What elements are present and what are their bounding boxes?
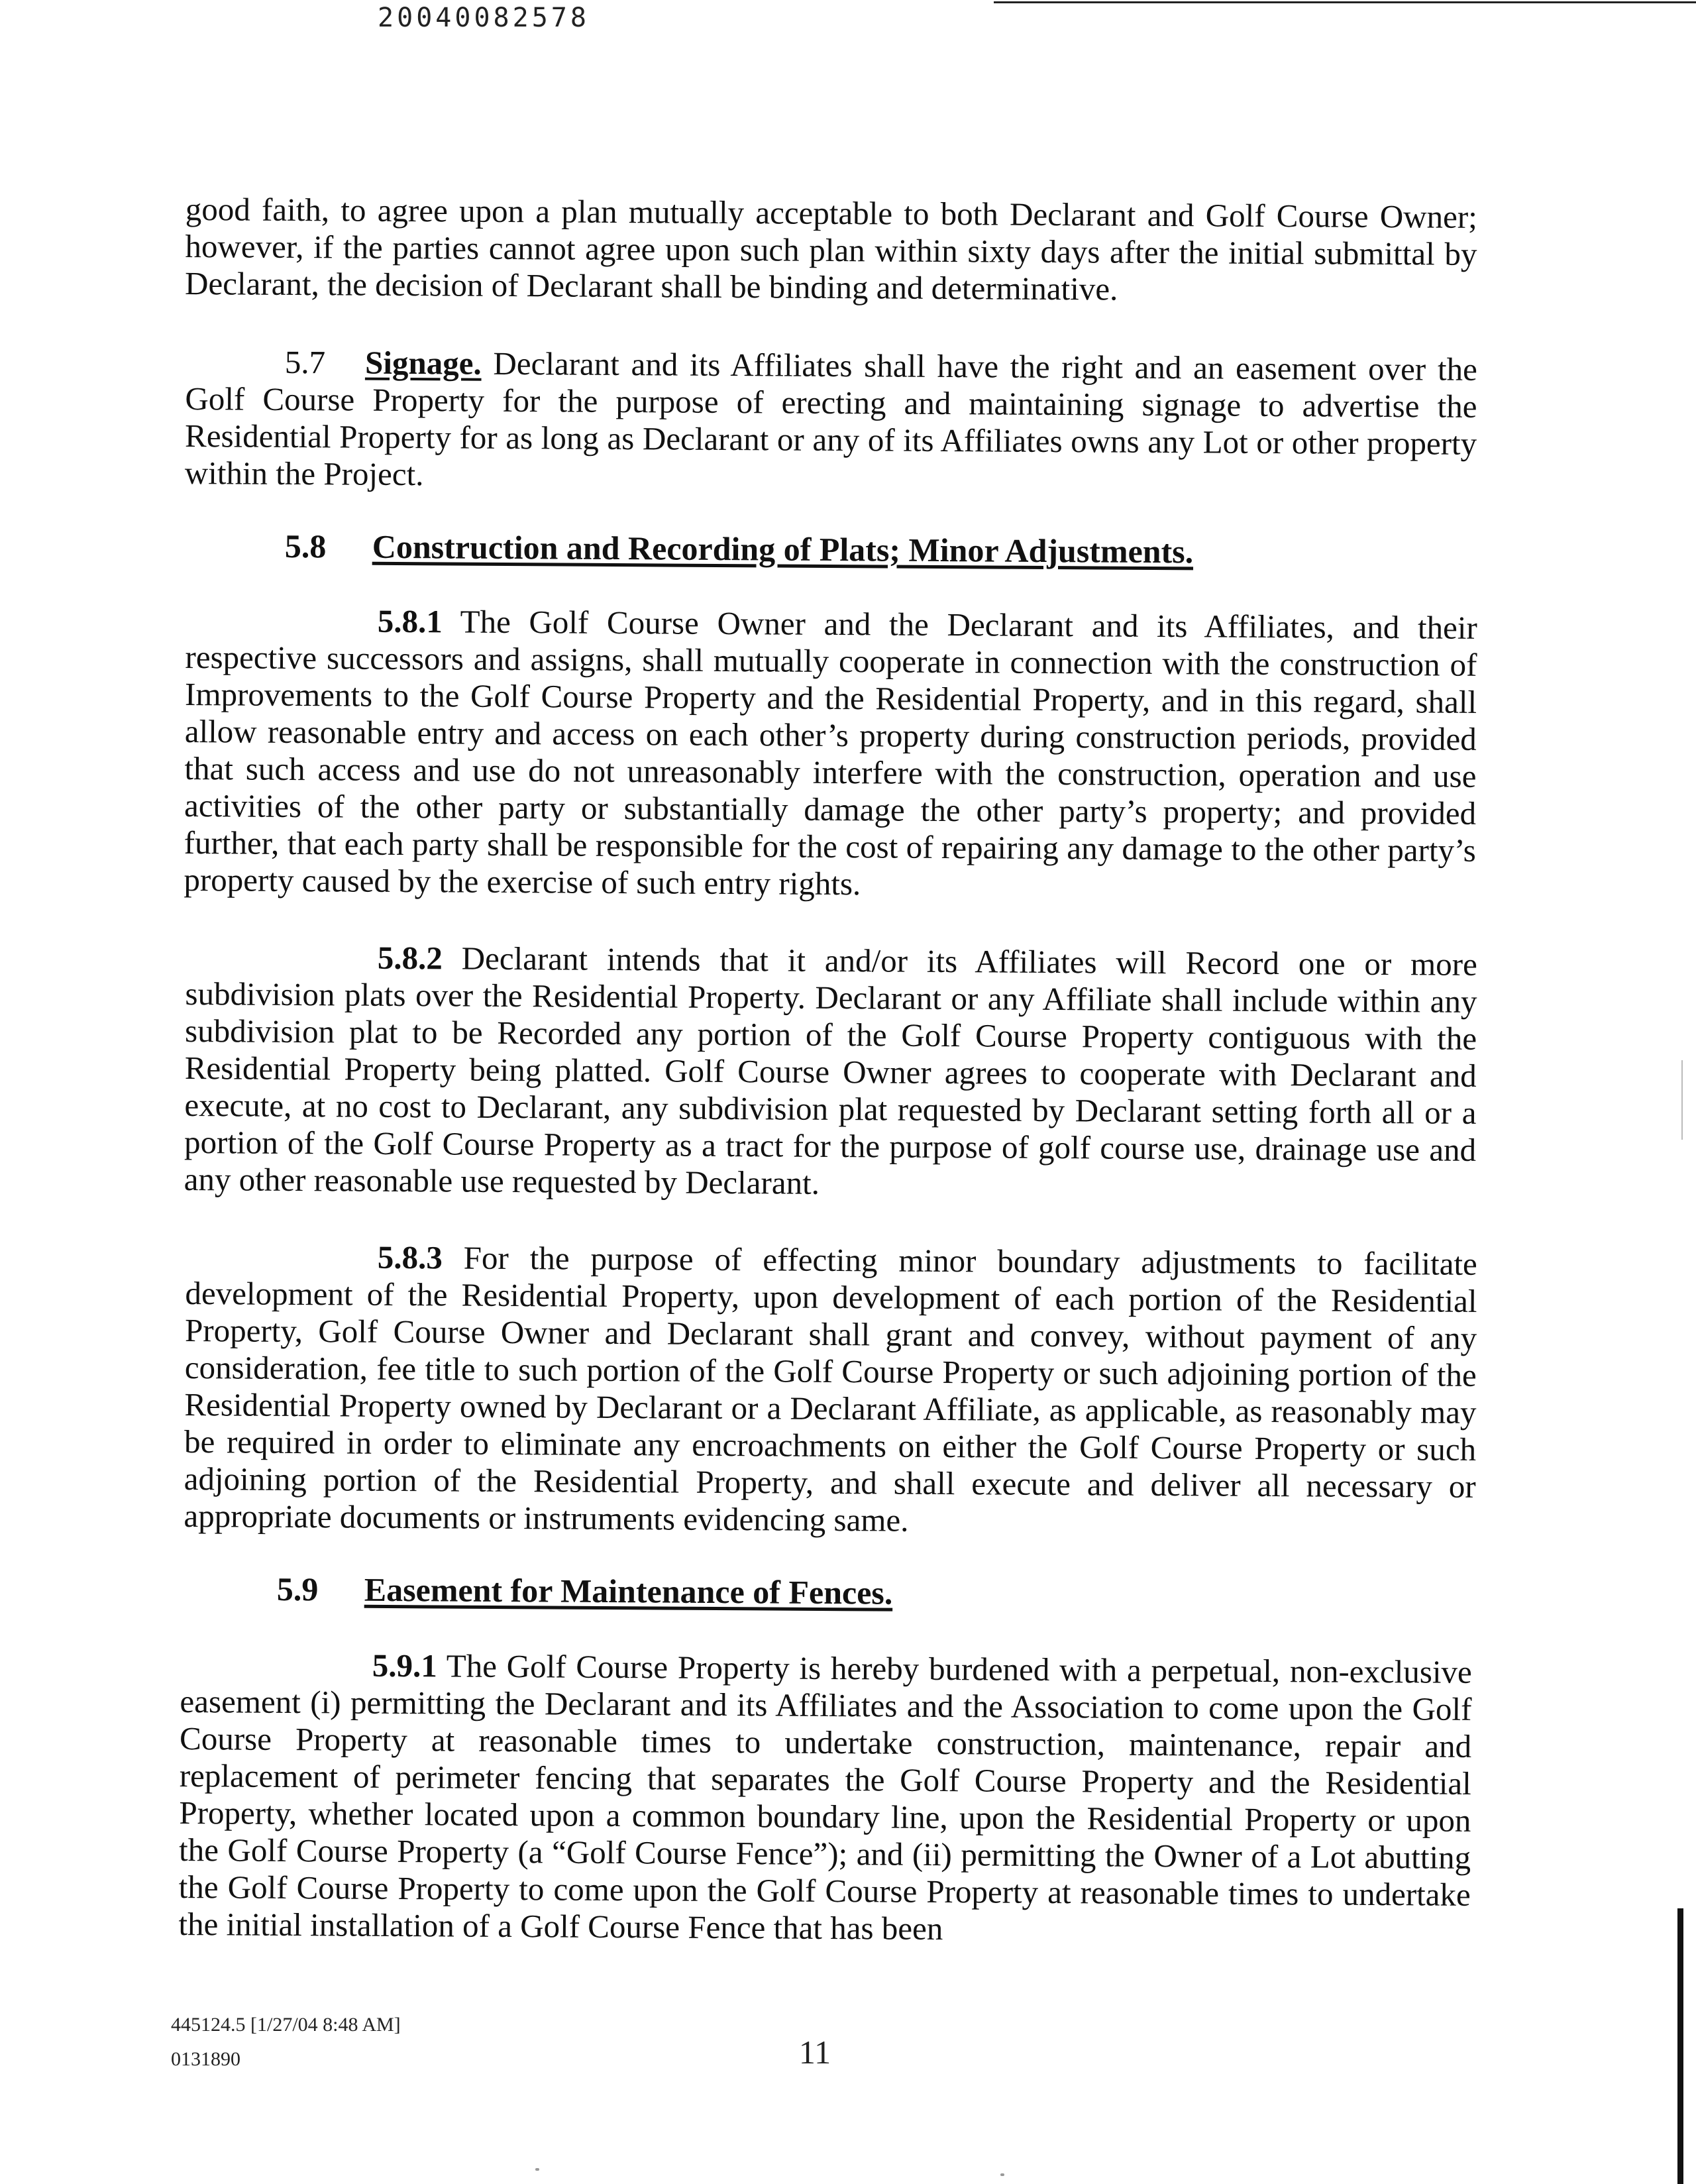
section-number: 5.7 — [284, 343, 326, 381]
section-text: Declarant and its Affiliates shall have the right and an easement over the Golf Course Property for the purpose of erecting and maintaining signage to advertise the Residential Property for as long as Declarant or any of its Affiliates owns any Lot or other property within the Project. — [184, 345, 1477, 493]
section-text: The Golf Course Property is hereby burdened with a perpetual, non-exclusive easement (i) permitting the Declarant and its Affiliates and the Association to come upon the Golf Course Property at reasonable times to undertake construction, maintenance, repair and replacement of perimeter fencing that separates the Golf Course Property and the Residential Property, whether located upon a common boundary line, upon the Residential Property or upon the Golf Course Property (a “Golf Course Fence”); and (ii) permitting the Owner of a Lot abutting the Golf Course Property to come upon the Golf Course Property at reasonable times to undertake the initial installation of a Golf Course Fence that has been — [178, 1647, 1472, 1947]
document-number: 20040082578 — [378, 3, 590, 33]
section-number: 5.8.2 — [377, 939, 443, 977]
section-text: The Golf Course Owner and the Declarant and its Affiliates, and their respective successors and assigns, shall mutually cooperate in connection with the construction of Improvements to the Golf Course Property and the Residential Property, and in this regard, shall allow reasonable entry and access on each other’s property during construction periods, provided that such access and use do not unreasonably interfere with the construction, operation and use activities of the other party or substantially damage the other party’s property; and provided further, that each party shall be responsible for the cost of repairing any damage to the other party’s property caused by the exercise of such entry rights. — [184, 603, 1477, 902]
page-number: 11 — [798, 2034, 831, 2071]
section-5-9-1 — [178, 1646, 1472, 1951]
section-text: Declarant intends that it and/or its Affiliates will Record one or more subdivision plats over the Residential Property. Declarant or any Affiliate shall include within any subdivision plat to be Recorded any portion of the Golf Course Property contiguous with the Residential Property being platted. Golf Course Owner agrees to cooperate with Declarant and execute, at no cost to Declarant, any subdivision plat requested by Declarant setting forth all or a portion of the Golf Course Property as a tract for the purpose of golf course use, drainage use and any other reasonable use requested by Declarant. — [184, 940, 1477, 1201]
section-5-8-1 — [184, 602, 1477, 906]
scan-mark — [1681, 1060, 1683, 1140]
section-number: 5.8.3 — [377, 1238, 443, 1276]
paragraph-intro: good faith, to agree upon a plan mutually acceptable to both Declarant and Golf Course Owner; however, if the parties cannot agree upon such plan within sixty days after the initial submittal by Declarant, the decision of Declarant shall be binding and determinative. — [184, 191, 1477, 307]
file-number: 0131890 — [171, 2048, 240, 2070]
section-title: Easement for Maintenance of Fences. — [364, 1570, 893, 1611]
section-5-7 — [185, 343, 1477, 500]
section-number: 5.9.1 — [372, 1647, 437, 1684]
footer-meta — [171, 2008, 401, 2077]
top-rule — [994, 1, 1696, 3]
section-title: Signage. — [364, 344, 482, 382]
section-text: For the purpose of effecting minor boundary adjustments to facilitate development of the Residential Property, upon development of each portion of the Residential Property, Golf Course Owner and Declarant shall grant and convey, without payment of any consideration, fee title to such portion of the Golf Course Property or such adjoining portion of the Residential Property owned by Declarant or a Declarant Affiliate, as applicable, as reasonably may be required in order to eliminate any encroachments on either the Golf Course Property or such adjoining portion of the Residential Property, and shall execute and deliver all necessary or appropriate documents or instruments evidencing same. — [184, 1239, 1477, 1539]
scan-edge-bar — [1677, 1908, 1683, 2184]
document-reference: 445124.5 [1/27/04 8:48 AM] — [171, 2014, 401, 2036]
section-5-8-3 — [184, 1238, 1477, 1543]
section-5-8-2 — [184, 938, 1477, 1206]
scan-speck — [535, 2168, 539, 2171]
scan-speck — [1000, 2173, 1004, 2176]
section-title: Construction and Recording of Plats; Minor Adjustments. — [372, 527, 1194, 571]
section-number: 5.9 — [276, 1570, 319, 1608]
section-5-8-heading — [285, 527, 1194, 570]
section-5-9-heading — [277, 1570, 893, 1611]
section-number: 5.8.1 — [377, 602, 443, 640]
section-number: 5.8 — [284, 527, 327, 565]
